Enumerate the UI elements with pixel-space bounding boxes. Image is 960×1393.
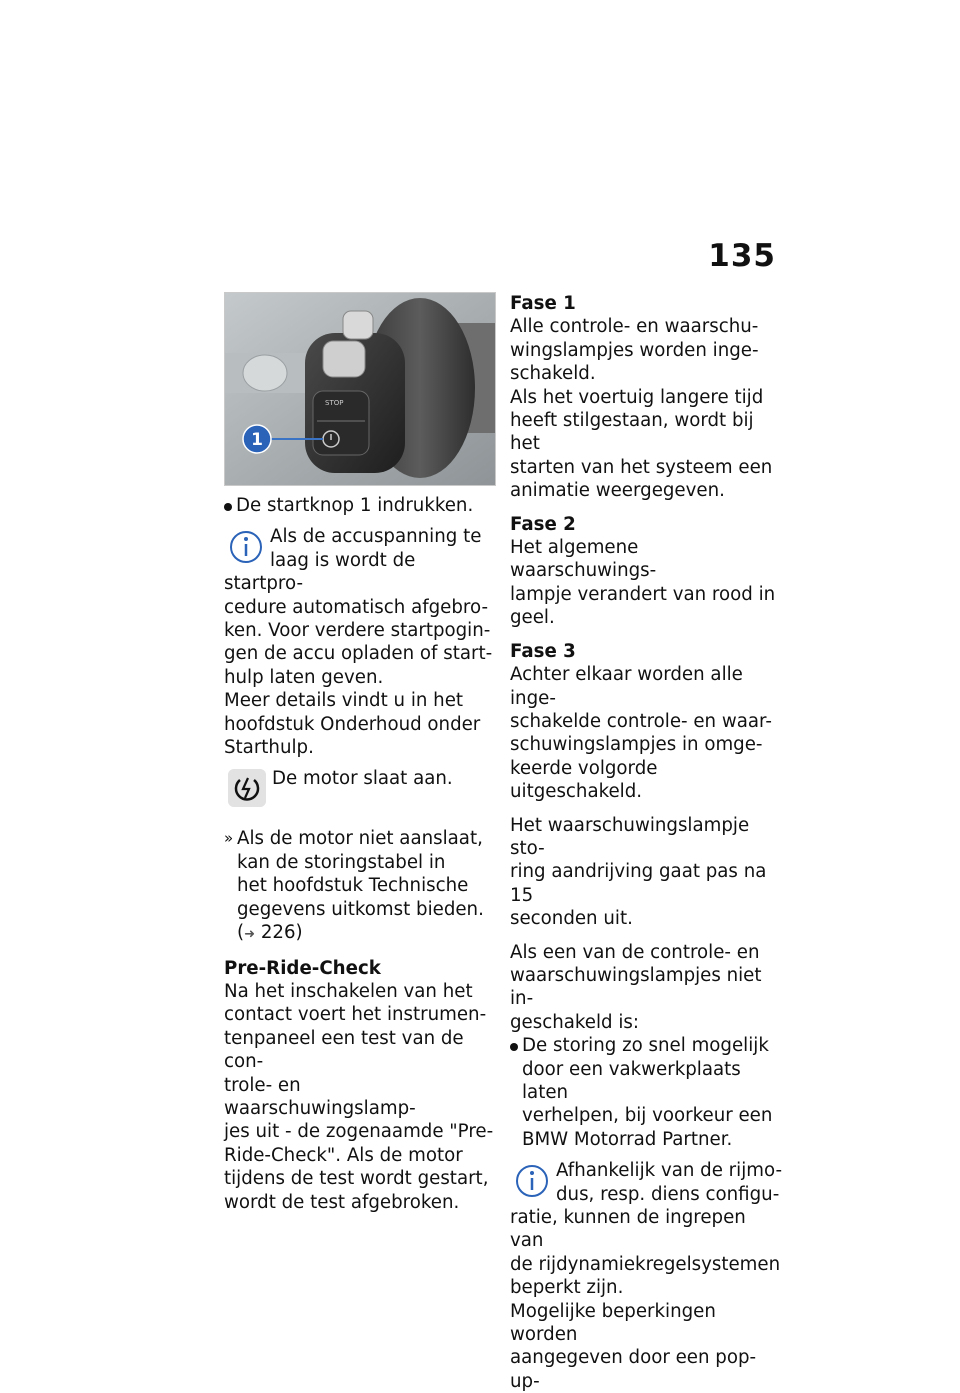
note-line: ratie, kunnen de ingrepen van [510, 1207, 746, 1252]
left-column [224, 292, 496, 1214]
body-line: geel. [510, 607, 555, 629]
bullet-line: BMW Motorrad Partner. [522, 1128, 733, 1150]
drive-fault-paragraph [510, 814, 782, 931]
note-line: dus, resp. diens configu- [556, 1183, 780, 1205]
body-line: schakelde controle- en waar- [510, 710, 772, 732]
body-line: Het algemene waarschuwings- [510, 537, 657, 582]
bullet-repair [510, 1034, 782, 1151]
result-line: het hoofdstuk Technische [237, 875, 469, 897]
bullet-dot [224, 503, 232, 511]
bullet-line: De storing zo snel mogelijk [522, 1035, 769, 1057]
handlebar-switch-photo [224, 292, 496, 486]
body-line: Alle controle- en waarschu- [510, 316, 759, 338]
cross-reference[interactable] [237, 921, 496, 946]
phase3-body [510, 663, 782, 803]
body-line: Als het voertuig langere tijd [510, 386, 764, 408]
body-line: jes uit - de zogenaamde "Pre- [224, 1121, 494, 1143]
note-line: Starthulp. [224, 737, 314, 759]
xref-open-paren: ( [237, 922, 245, 944]
bullet-start-text: De startknop 1 indrukken. [236, 495, 474, 516]
engine-starts-row [224, 767, 496, 813]
phase3-heading: Fase 3 [510, 640, 576, 662]
note-line: cedure automatisch afgebro- [224, 596, 489, 618]
body-line: Achter elkaar worden alle inge- [510, 664, 743, 709]
engine-starts-text: De motor slaat aan. [272, 768, 453, 790]
bullet-start-button [224, 494, 496, 517]
body-line: Als een van de controle- en [510, 941, 760, 963]
body-line: contact voert het instrumen- [224, 1004, 487, 1026]
body-line: Na het inschakelen van het [224, 980, 473, 1002]
body-line: wingslampjes worden inge- [510, 339, 759, 361]
phase1-heading: Fase 1 [510, 293, 576, 314]
body-line: tenpaneel een test van de con- [224, 1027, 464, 1073]
body-line: Het waarschuwingslampje sto- [510, 814, 750, 859]
note-line: Als de accuspanning te [270, 526, 482, 548]
phase2-heading: Fase 2 [510, 513, 576, 535]
body-line: heeft stilgestaan, wordt bij het [510, 410, 754, 455]
page-number: 135 [708, 238, 776, 274]
body-line: schuwingslampjes in omge- [510, 734, 763, 756]
phase2-body [510, 536, 782, 630]
body-line: Ride-Check". Als de motor [224, 1144, 463, 1166]
body-line: lampje verandert van rood in [510, 583, 776, 605]
body-line: animatie weergegeven. [510, 480, 725, 502]
xref-arrow-icon: ➜ [244, 927, 256, 943]
result-line: Als de motor niet aanslaat, [237, 828, 483, 850]
engine-start-icon [228, 769, 266, 807]
info-icon [514, 1163, 550, 1199]
body-line: trole- en waarschuwingslamp- [224, 1074, 416, 1119]
body-line: seconden uit. [510, 908, 633, 930]
note-line: aangegeven door een pop-up- [510, 1347, 757, 1392]
handlebar-illustration [225, 293, 495, 485]
svg-text:STOP: STOP [325, 399, 344, 407]
pre-ride-check-heading: Pre-Ride-Check [224, 957, 381, 979]
figure-callout-1: 1 [251, 430, 263, 450]
result-line: kan de storingstabel in [237, 851, 446, 873]
pre-ride-check-body [224, 980, 496, 1214]
body-line: wordt de test afgebroken. [224, 1191, 460, 1213]
body-line: keerde volgorde uitgeschakeld. [510, 757, 658, 803]
note-line: Afhankelijk van de rijmo- [556, 1160, 783, 1182]
note-line: beperkt zijn. [510, 1277, 624, 1299]
note-line: de rijdynamiekregelsystemen [510, 1253, 781, 1275]
body-line: geschakeld is: [510, 1011, 639, 1033]
body-line: waarschuwingslampjes niet in- [510, 964, 762, 1010]
note-line: laag is wordt de startpro- [224, 549, 416, 595]
right-column [510, 292, 782, 1393]
result-no-start [224, 827, 496, 946]
note-line: Mogelijke beperkingen worden [510, 1300, 716, 1346]
riding-mode-note [510, 1159, 782, 1393]
note-line: ken. Voor verdere startpogin- [224, 620, 491, 642]
body-line: ring aandrijving gaat pas na 15 [510, 861, 767, 906]
info-icon [228, 529, 264, 565]
body-line: starten van het systeem een [510, 456, 773, 478]
result-arrow-icon: » [224, 829, 234, 848]
result-line: gegevens uitkomst bieden. [237, 898, 484, 920]
battery-note [224, 525, 496, 759]
lamps-not-on-paragraph [510, 941, 782, 1035]
note-line: gen de accu opladen of start- [224, 643, 493, 665]
xref-page: 226) [260, 922, 303, 944]
body-line: tijdens de test wordt gestart, [224, 1168, 489, 1190]
note-line: hulp laten geven. [224, 666, 384, 688]
note-line: hoofdstuk Onderhoud onder [224, 713, 481, 735]
phase1-body [510, 315, 782, 502]
body-line: schakeld. [510, 363, 596, 385]
bullet-line: verhelpen, bij voorkeur een [522, 1105, 773, 1127]
note-line: Meer details vindt u in het [224, 690, 464, 712]
bullet-dot [510, 1043, 518, 1051]
bullet-line: door een vakwerkplaats laten [522, 1058, 741, 1103]
